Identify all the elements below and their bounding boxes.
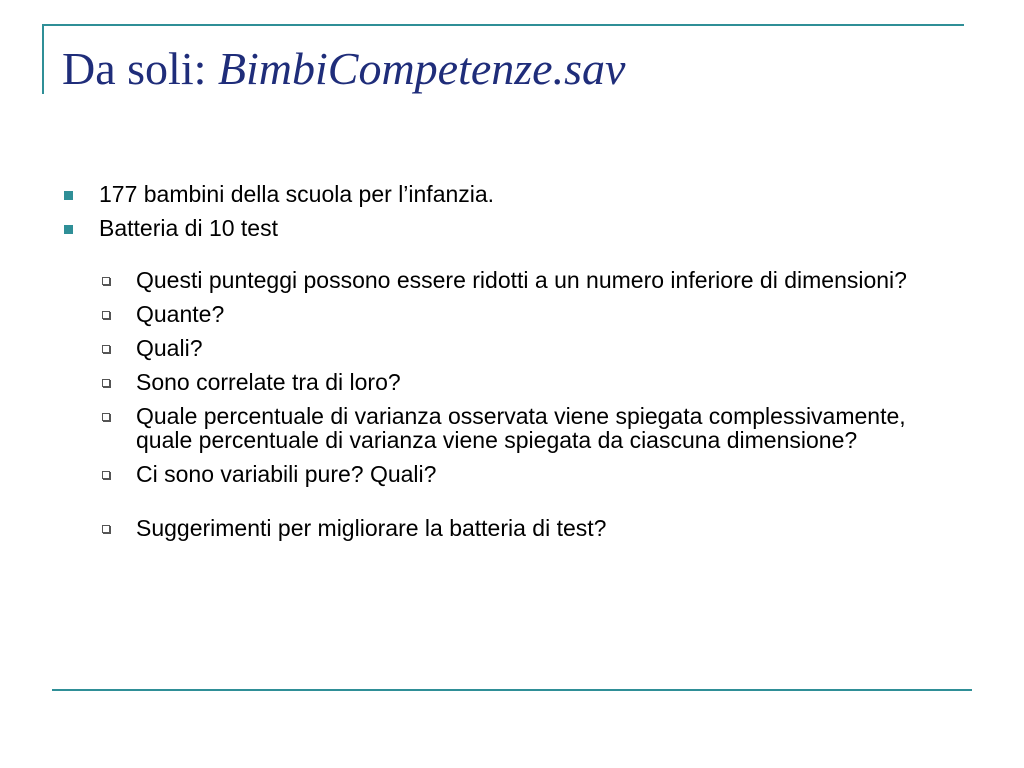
- title-italic-filename: BimbiCompetenze.sav: [217, 43, 626, 94]
- sub-bullet-item: [62, 302, 962, 326]
- sub-bullet-item: [62, 404, 962, 452]
- sub-bullet-text: Ci sono variabili pure? Quali?: [136, 461, 437, 487]
- slide-content: [62, 180, 962, 550]
- bullet-list-level2: [62, 268, 962, 540]
- frame-top-rule: [42, 24, 964, 26]
- sub-bullet-item: [62, 370, 962, 394]
- bullet-list-level1: [62, 180, 962, 242]
- sub-bullet-item: [62, 462, 962, 486]
- sub-bullet-text: Quante?: [136, 301, 225, 327]
- slide-title: [62, 44, 625, 95]
- bullet-item: [62, 214, 962, 242]
- sub-bullet-item: [62, 268, 962, 292]
- hollow-square-bullet-icon: [102, 413, 110, 421]
- frame-left-rule: [42, 24, 44, 94]
- bullet-text: 177 bambini della scuola per l’infanzia.: [99, 181, 495, 207]
- sub-bullet-item: [62, 336, 962, 360]
- hollow-square-bullet-icon: [102, 311, 110, 319]
- hollow-square-bullet-icon: [102, 277, 110, 285]
- filled-square-bullet-icon: [64, 225, 73, 234]
- hollow-square-bullet-icon: [102, 379, 110, 387]
- bullet-item: [62, 180, 962, 208]
- sub-bullet-text: Suggerimenti per migliorare la batteria di test?: [136, 515, 607, 541]
- hollow-square-bullet-icon: [102, 525, 110, 533]
- sub-bullet-text: Sono correlate tra di loro?: [136, 369, 401, 395]
- sub-bullet-item: [62, 516, 962, 540]
- sub-bullet-text: Quali?: [136, 335, 203, 361]
- bullet-text: Batteria di 10 test: [99, 215, 278, 241]
- hollow-square-bullet-icon: [102, 471, 110, 479]
- hollow-square-bullet-icon: [102, 345, 110, 353]
- filled-square-bullet-icon: [64, 191, 73, 200]
- sub-bullet-text: Questi punteggi possono essere ridotti a un numero inferiore di dimensioni?: [136, 267, 907, 293]
- title-plain: Da soli:: [62, 43, 218, 94]
- frame-bottom-rule: [52, 689, 972, 691]
- sub-bullet-text: Quale percentuale di varianza osservata viene spiegata complessivamente, quale percentuale di varianza viene spiegata da ciascuna dimensione?: [136, 403, 906, 453]
